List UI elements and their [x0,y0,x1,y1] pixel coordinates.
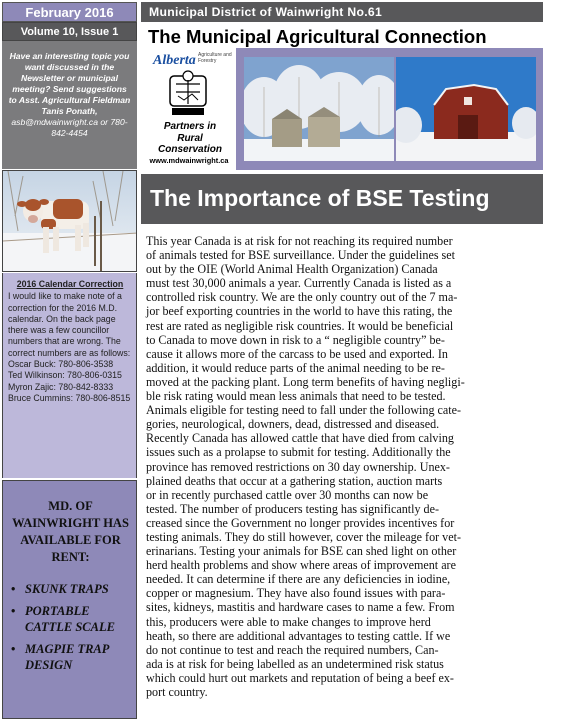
issue-volume: Volume 10, Issue 1 [2,22,137,41]
rental-item: • PORTABLE CATTLE SCALE [11,604,115,634]
topic-text: Have an interesting topic you want discussed in the Newsletter or municipal meeting? Send suggestions to Asst. Agricultural Fieldman Tanis Ponath, [8,51,131,116]
rental-title: MD. OF WAINWRIGHT HAS AVAILABLE FOR RENT: [12,499,129,564]
website-link[interactable]: www.mdwainwright.ca [149,156,229,165]
topic-suggestion-box [2,41,137,169]
councillor-contact: Bruce Cummins: 780-806-8515 [8,392,131,403]
councillor-contact: Oscar Buck: 780-806-3538 [8,359,114,370]
topic-contact[interactable]: asb@mdwainwright.ca or 780-842-4454 [11,117,128,138]
bullet-icon: • [11,604,16,618]
newsletter-title: The Municipal Agricultural Connection [141,22,543,48]
red-barn-photo [396,57,536,161]
councillor-contact: Ted Wilkinson: 780-806-0315 [8,370,122,381]
article-heading: The Importance of BSE Testing [141,174,543,224]
councillor-contact: Myron Zajic: 780-842-8333 [8,381,114,392]
logo-area [141,48,236,170]
cow-photo [2,170,137,272]
article-body: This year Canada is at risk for not reaching its required number of animals tested for BSE surveillance. Under the guidelines set out by the OIE (World Animal Health Organization) Canada must test 30,000 animals a year. Currently Canada is listed as a controlled risk country. We are the only country out of the 7 ma- jor beef exporting countries in the world to have this rating, the rest are rated as negligible risk countries. It would be beneficial to Canada to move down in risk to a “ negligible country” be- cause it allows more of the carcass to be used and exported. In addition, it would reduce parts of the animal needing to be re- moved at the packing plant. Long term benefits of having negligi- ble risk rating would mean less animals that need to be tested. Animals eligible for testing need to fall under the following cate- gories, neurological, downers, dead, distressed and diseased. Recently Canada has allowed cattle that have died from calving issues such as a prolapse to submit for testing. Additionally the province has removed restrictions on 30 day ownership. Unex- plained deaths that occur at a gathering station, auction marts or in recently purchased cattle over 30 months can now be tested. The number of producers testing has significantly de- creased since the Government no longer provides incentives for testing animals. They do still however, cover the mileage for vet- erinarians. Testing your animals for BSE can shed light on other herd health problems and show where areas of improvement are needed. It can determine if there are any deficiencies in iodine, copper or magnesium. They have also found issues with para- sites, kidneys, mastitis and hardware cases to name a few. From this, producers were able to make changes to improve herd heath, so there are additional advantages to testing cattle. If we do not continue to test and reach the required numbers, Can- ada is at risk for being labelled as an undetermined risk status which could hurt out markets and reputation of being a beef ex- port country. [146,234,465,699]
rental-item: • SKUNK TRAPS [11,582,109,596]
header-photo-band [236,48,543,170]
bullet-icon: • [11,642,16,656]
agri-forestry-label: Agriculture and Forestry [198,52,232,64]
bullet-icon: • [11,582,16,596]
issue-date: February 2016 [2,2,137,22]
rental-box [2,480,137,719]
frosty-bins-photo [244,57,394,161]
md-crest-icon [166,70,210,118]
calendar-title: 2016 Calendar Correction [16,279,124,289]
rental-list [11,581,136,679]
alberta-logo: Alberta [153,53,196,68]
calendar-text: I would like to make note of a correction for the 2016 M.D. calendar. On the back page there was a few councillor numbers that are wrong. The correct numbers are as follows: [8,291,131,358]
calendar-correction-box [2,273,137,478]
partners-tagline: Partners in Rural Conservation [158,121,222,155]
rental-item: • MAGPIE TRAP DESIGN [11,642,109,672]
district-name: Municipal District of Wainwright No.61 [141,2,543,22]
